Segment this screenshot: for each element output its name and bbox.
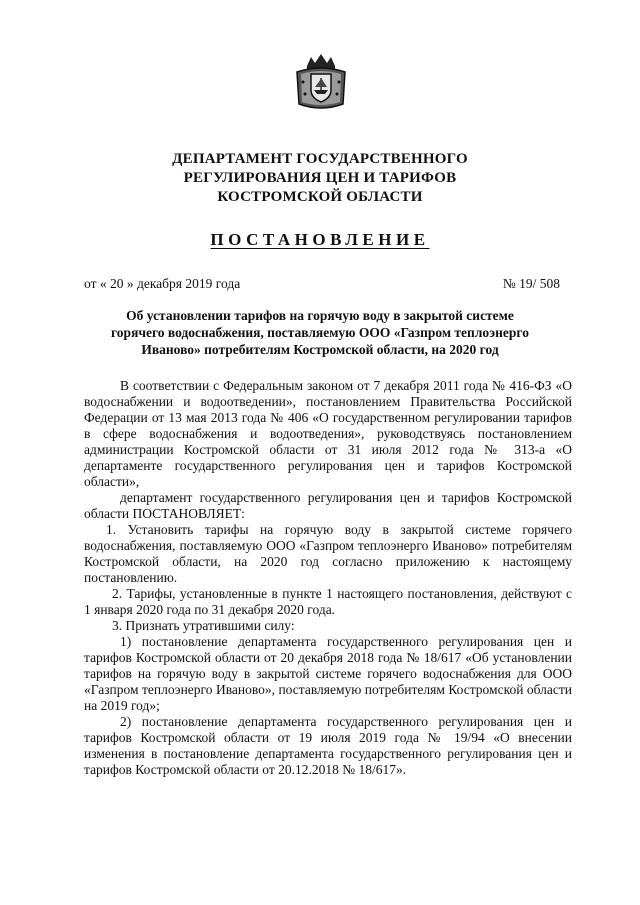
department-line-2: РЕГУЛИРОВАНИЯ ЦЕН И ТАРИФОВ [183, 170, 457, 186]
kostroma-coat-of-arms-icon [293, 52, 349, 112]
document-type-text: ПОСТАНОВЛЕНИЕ [210, 230, 430, 249]
document-title [60, 307, 580, 358]
department-name [0, 150, 640, 207]
title-line-3: Иваново» потребителям Костромской области, на 2020 год [141, 342, 499, 357]
document-body [84, 378, 572, 778]
item-3-2-paragraph: 2) постановление департамента государственного регулирования цен и тарифов Костромской области от 19 июля 2019 года № 19/94 «О внесении изменения в постановление департамента государственного регулирования цен и тарифов Костромской области от 20.12.2018 № 18/617». [84, 714, 572, 777]
item-3-paragraph: 3. Признать утратившими силу: [112, 618, 295, 633]
document-type-heading [0, 230, 640, 250]
preamble-paragraph: В соответствии с Федеральным законом от 7 декабря 2011 года № 416-ФЗ «О водоснабжении и водоотведении», постановлением Правительства Российской Федерации от 13 мая 2013 года № 406 «О государственном регулировании тарифов в сфере водоснабжения и водоотведения», руководствуясь постановлением администрации Костромской области от 31 июля 2012 года № 313-а «О департаменте государственного регулирования цен и тарифов Костромской области», [84, 378, 572, 489]
item-3-1-paragraph: 1) постановление департамента государственного регулирования цен и тарифов Костромской области от 20 декабря 2018 года № 18/617 «Об установлении тарифов на горячую воду в закрытой системе горячего водоснабжения для ООО «Газпром теплоэнерго Иваново», поставляемую потребителям Костромской области на 2019 год»; [84, 634, 572, 713]
item-1-paragraph: 1. Установить тарифы на горячую воду в закрытой системе горячего водоснабжения, поставляемую ООО «Газпром теплоэнерго Иваново» потребителям Костромской области, на 2020 год согласно приложению к настоящему постановлению. [84, 522, 572, 585]
department-line-3: КОСТРОМСКОЙ ОБЛАСТИ [217, 189, 423, 205]
department-line-1: ДЕПАРТАМЕНТ ГОСУДАРСТВЕННОГО [172, 151, 468, 167]
document-date: от « 20 » декабря 2019 года [84, 276, 241, 291]
item-2-paragraph: 2. Тарифы, установленные в пункте 1 настоящего постановления, действуют с 1 января 2020 года по 31 декабря 2020 года. [84, 586, 572, 617]
resolves-paragraph: департамент государственного регулирования цен и тарифов Костромской области ПОСТАНОВЛЯЕТ: [84, 490, 572, 521]
title-line-1: Об установлении тарифов на горячую воду в закрытой системе [126, 308, 514, 323]
document-number: № 19/ 508 [502, 276, 560, 291]
title-line-2: горячего водоснабжения, поставляемую ООО «Газпром теплоэнерго [111, 325, 529, 340]
